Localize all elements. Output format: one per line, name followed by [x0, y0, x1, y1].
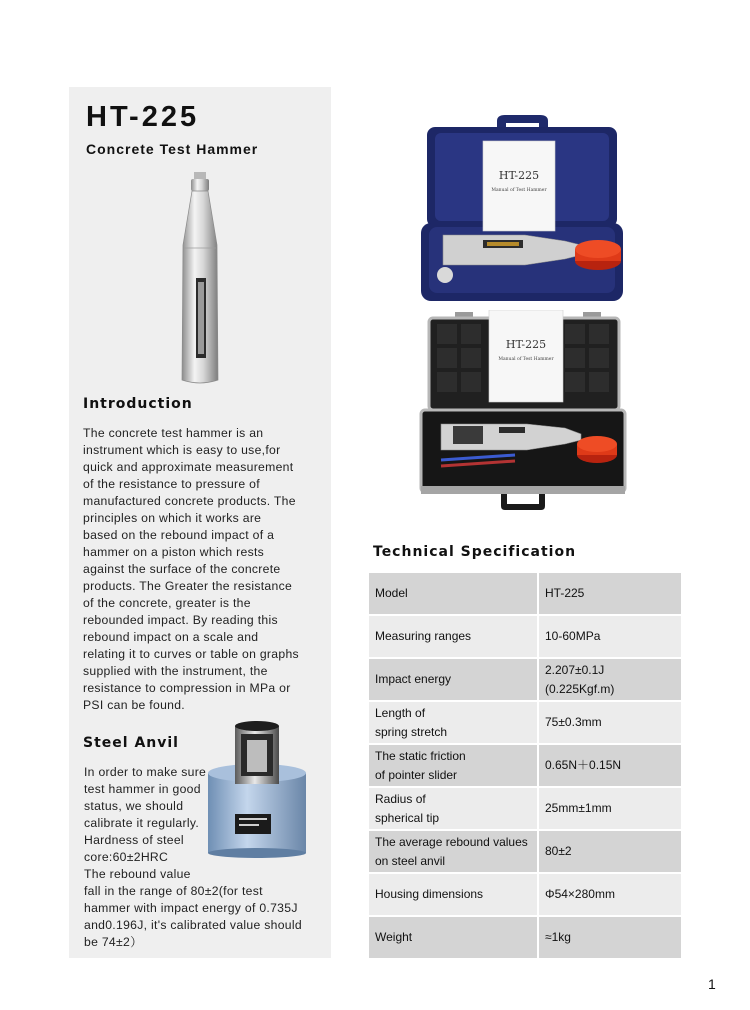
introduction-text — [83, 425, 325, 714]
spec-label: The average rebound values on steel anvil — [369, 830, 538, 873]
spec-heading: Technical Specification — [373, 544, 577, 560]
intro-line: supplied with the instrument, the — [83, 664, 268, 678]
manual-booklet — [489, 310, 563, 402]
aluminum-carry-case-image — [415, 310, 630, 510]
spec-value: 2.207±0.1J (0.225Kgf.m) — [538, 658, 681, 701]
intro-line: quick and approximate measurement — [83, 460, 294, 474]
table-row — [369, 873, 681, 916]
spec-value: 75±0.3mm — [538, 701, 681, 744]
table-row — [369, 916, 681, 959]
spec-label: Impact energy — [369, 658, 538, 701]
intro-line: resistance to compression in MPa or — [83, 681, 291, 695]
page-number: 1 — [708, 976, 716, 992]
page-subtitle: Concrete Test Hammer — [86, 141, 259, 157]
test-hammer-image — [170, 170, 230, 390]
anvil-line: status, we should — [84, 799, 184, 813]
blue-carry-case-image — [415, 115, 630, 305]
anvil-line: hammer with impact energy of 0.735J — [84, 901, 298, 915]
intro-line: The concrete test hammer is an — [83, 426, 264, 440]
spec-label: Radius of spherical tip — [369, 787, 538, 830]
intro-line: PSI can be found. — [83, 698, 185, 712]
introduction-heading: Introduction — [83, 396, 193, 412]
spec-value: 10-60MPa — [538, 615, 681, 658]
spec-table — [369, 573, 681, 960]
table-row — [369, 830, 681, 873]
intro-line: instrument which is easy to use,for — [83, 443, 281, 457]
anvil-line: In order to make sure — [84, 765, 207, 779]
intro-line: manufactured concrete products. The — [83, 494, 296, 508]
anvil-line: be 74±2） — [84, 935, 143, 949]
anvil-line: Hardness of steel — [84, 833, 184, 847]
spec-label: Length of spring stretch — [369, 701, 538, 744]
spec-label: Weight — [369, 916, 538, 959]
anvil-line: The rebound value — [84, 867, 191, 881]
intro-line: of the concrete, greater is the — [83, 596, 251, 610]
intro-line: products. The Greater the resistance — [83, 579, 293, 593]
svg-text:Manual of Test Hammer: Manual of Test Hammer — [498, 357, 554, 362]
intro-line: rebounded impact. By reading this — [83, 613, 278, 627]
spec-label: Housing dimensions — [369, 873, 538, 916]
manual-booklet — [483, 141, 555, 231]
steel-anvil-text — [84, 764, 329, 951]
page-title: HT-225 — [86, 101, 200, 133]
svg-text:Manual of Test Hammer: Manual of Test Hammer — [491, 188, 547, 193]
anvil-line: fall in the range of 80±2(for test — [84, 884, 263, 898]
steel-anvil-heading: Steel Anvil — [83, 735, 179, 751]
spec-value: ≈1kg — [538, 916, 681, 959]
table-row — [369, 701, 681, 744]
anvil-line: test hammer in good — [84, 782, 201, 796]
anvil-line: calibrate it regularly. — [84, 816, 200, 830]
anvil-line: core:60±2HRC — [84, 850, 169, 864]
table-row — [369, 573, 681, 615]
svg-text:HT-225: HT-225 — [505, 338, 547, 351]
intro-line: relating it to curves or table on graphs — [83, 647, 299, 661]
intro-line: of the resistance to pressure of — [83, 477, 260, 491]
spec-value: HT-225 — [538, 573, 681, 615]
table-row — [369, 787, 681, 830]
spec-value: 0.65N＋0.15N — [538, 744, 681, 787]
spec-value: 25mm±1mm — [538, 787, 681, 830]
table-row — [369, 658, 681, 701]
spec-label: Measuring ranges — [369, 615, 538, 658]
intro-line: hammer on a piston which rests — [83, 545, 265, 559]
table-row — [369, 615, 681, 658]
table-row — [369, 744, 681, 787]
intro-line: against the surface of the concrete — [83, 562, 281, 576]
spec-value: Φ54×280mm — [538, 873, 681, 916]
intro-line: principles on which it works are — [83, 511, 262, 525]
svg-text:HT-225: HT-225 — [498, 169, 540, 182]
intro-line: based on the rebound impact of a — [83, 528, 275, 542]
spec-label: The static friction of pointer slider — [369, 744, 538, 787]
intro-line: rebound impact on a scale and — [83, 630, 259, 644]
spec-label: Model — [369, 573, 538, 615]
spec-value: 80±2 — [538, 830, 681, 873]
anvil-line: and0.196J, it's calibrated value should — [84, 918, 302, 932]
